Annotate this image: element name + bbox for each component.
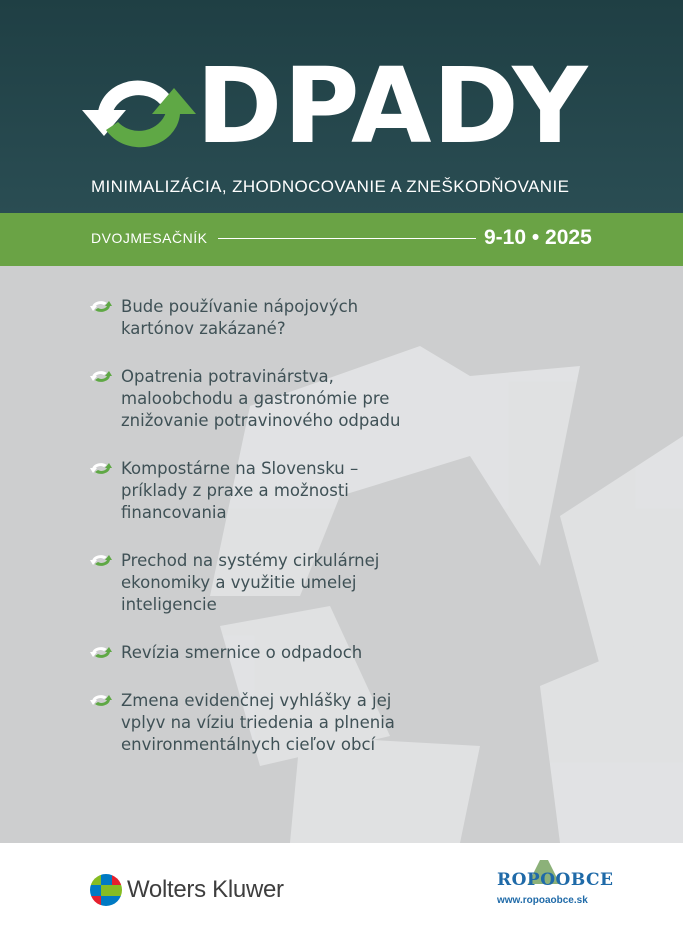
topic-text: Zmena evidenčnej vyhlášky a jej vplyv na víziu triedenia a plnenia environmentálnych cieľov obcí [121, 691, 395, 754]
recycle-bullet-icon [90, 552, 112, 568]
topics-area [0, 266, 683, 843]
band-divider [218, 238, 476, 239]
recycle-bullet-icon [90, 460, 112, 476]
partner-url[interactable]: www.ropoaobce.sk [497, 895, 588, 906]
wolters-kluwer-logo-icon [90, 874, 122, 906]
topic-text: Prechod na systémy cirkulárnej ekonomiky a využitie umelej inteligencie [121, 551, 380, 614]
recycle-logo-icon [80, 70, 198, 156]
topic-item [90, 366, 410, 432]
magazine-subtitle: MINIMALIZÁCIA, ZHODNOCOVANIE A ZNEŠKODŇOVANIE [91, 177, 570, 196]
recycle-bullet-icon [90, 368, 112, 384]
topic-item [90, 458, 410, 524]
recycle-bullet-icon [90, 644, 112, 660]
cover-header [0, 0, 683, 213]
topic-item [90, 642, 410, 664]
recycle-bullet-icon [90, 298, 112, 314]
topic-item [90, 296, 410, 340]
publisher-name: Wolters Kluwer [127, 876, 284, 903]
partner-name: ROPOOBCE [497, 870, 614, 890]
topic-text: Revízia smernice o odpadoch [121, 643, 363, 662]
topic-item [90, 690, 410, 756]
topic-text: Opatrenia potravinárstva, maloobchodu a gastronómie pre znižovanie potravinového odpadu [121, 367, 401, 430]
topic-item [90, 550, 410, 616]
topic-text: Kompostárne na Slovensku – príklady z praxe a možnosti financovania [121, 459, 359, 522]
topic-text: Bude používanie nápojových kartónov zakázané? [121, 297, 359, 338]
recycle-bullet-icon [90, 692, 112, 708]
magazine-title: DPADY [196, 45, 589, 167]
issue-number: 9-10 • 2025 [484, 226, 592, 249]
topic-list [90, 296, 410, 756]
frequency-label: DVOJMESAČNÍK [91, 230, 208, 246]
